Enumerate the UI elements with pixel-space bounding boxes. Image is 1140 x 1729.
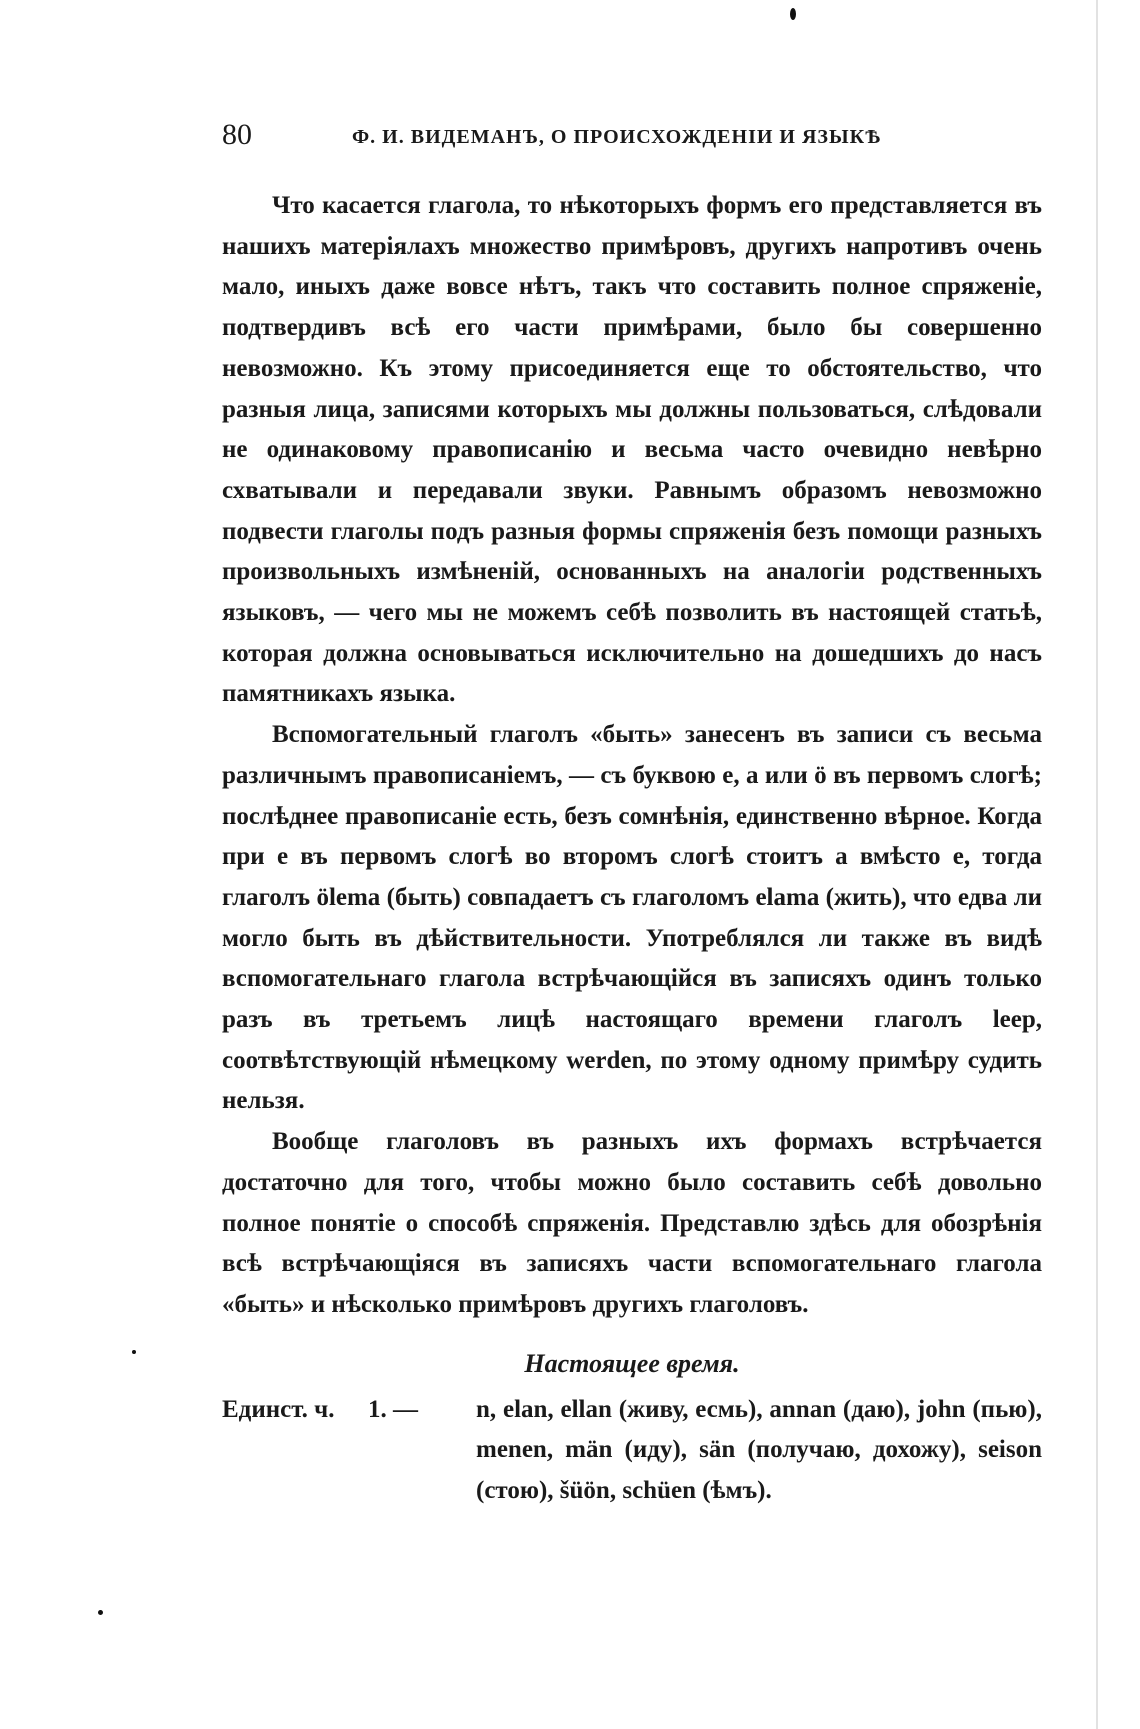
page-edge-line <box>1096 0 1098 1729</box>
speck-left <box>132 1350 136 1354</box>
paragraph-auxiliary-verb: Вспомогательный глаголъ «быть» занесенъ въ записи съ весьма различнымъ правописаніемъ, — съ буквою е, а или ö въ первомъ слогѣ; послѣднее правописаніе есть, безъ сомнѣнія, единственно вѣрное. Когда при е въ первомъ слогѣ во второмъ слогѣ стоитъ а вмѣсто е, тогда глаголъ ölema (быть) совпадаетъ съ глаголомъ elama (жить), что едва ли могло быть въ дѣйствительности. Употреблялся ли также въ видѣ вспомогательнаго глагола встрѣчающійся въ записяхъ одинъ только разъ въ третьемъ лицѣ настоящаго времени глаголъ leep, соотвѣтствующій нѣмецкому werden, по этому одному примѣру судить нельзя. <box>222 721 1042 1115</box>
conjugation-row <box>222 1390 1042 1512</box>
speck-left-lower <box>98 1610 103 1615</box>
paragraph-verbs-intro: Что касается глагола, то нѣкоторыхъ формъ его представляется въ нашихъ матеріялахъ множество примѣровъ, другихъ напротивъ очень мало, иныхъ даже вовсе нѣтъ, такъ что составить полное спряженіе, подтвердивъ всѣ его части примѣрами, было бы совершенно невозможно. Къ этому присоединяется еще то обстоятельство, что разныя лица, записями которыхъ мы должны пользоваться, слѣдовали не одинаковому правописанію и весьма часто очевидно невѣрно схватывали и передавали звуки. Равнымъ образомъ невозможно подвести глаголы подъ разныя формы спряженія безъ помощи разныхъ произвольныхъ измѣненій, основанныхъ на аналогіи родственныхъ языковъ, — чего мы не можемъ себѣ позволить въ настоящей статьѣ, которая должна основываться исключительно на дошедшихъ до насъ памятникахъ языка. <box>222 192 1042 708</box>
conjugation-label: Единст. ч. <box>222 1395 335 1423</box>
running-head: Ф. И. ВИДЕМАНЪ, О ПРОИСХОЖДЕНІИ И ЯЗЫКѢ <box>352 126 882 148</box>
page-number: 80 <box>222 118 252 151</box>
conjugation-forms: n, elan, ellan (живу, есмь), annan (даю), john (пью), menen, män (иду), sän (получаю, дохожу), seison (стою), šüön, schüen (ѣмъ). <box>476 1395 1042 1505</box>
page-header <box>222 118 1042 158</box>
body-text <box>222 186 1042 1512</box>
conjugation-person: 1. — <box>368 1395 418 1423</box>
section-title: Настоящее время. <box>524 1348 740 1378</box>
speck-top <box>790 8 796 20</box>
paragraph-overview: Вообще глаголовъ въ разныхъ ихъ формахъ встрѣчается достаточно для того, чтобы можно было составить себѣ довольно полное понятіе о способѣ спряженія. Представлю здѣсь для обозрѣнія всѣ встрѣчающіяся въ записяхъ части вспомогательнаго глагола «быть» и нѣсколько примѣровъ другихъ глаголовъ. <box>222 1128 1042 1318</box>
